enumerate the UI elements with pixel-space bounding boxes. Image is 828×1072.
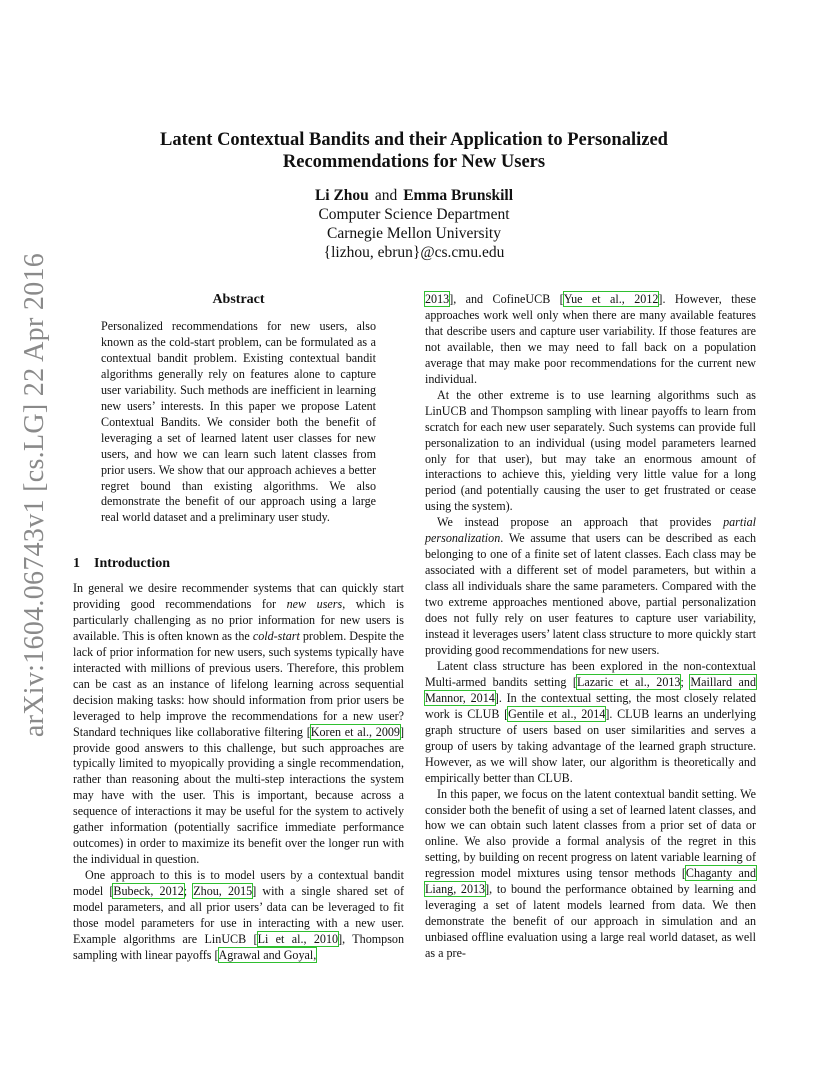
citation-link[interactable]: Maillard and Mannor, 2014 bbox=[425, 674, 756, 705]
citation-link[interactable]: Bubeck, 2012 bbox=[113, 884, 184, 899]
abstract-text: Personalized recommendations for new users, also known as the cold-start problem, can be formulated as a contextual bandit problem. Existing contextual bandit algorithms generally rely on features alone to capture user variability. Such methods are inefficient in learning new users’ interests. In this paper we propose Latent Contextual Bandits. We consider both the benefit of leveraging a set of learned latent user classes for new users, and how we can learn such latent classes from prior users. We show that our approach achieves a better regret bound than existing algorithms. We also demonstrate the benefit of our approach using a large real world dataset and a preliminary user study. bbox=[101, 319, 376, 525]
section-heading bbox=[73, 556, 170, 572]
citation-link[interactable]: Li et al., 2010 bbox=[257, 931, 339, 946]
arxiv-stamp-text: arXiv:1604.06743v1 [cs.LG] 22 Apr 2016 bbox=[19, 252, 51, 738]
title-line-2: Recommendations for New Users bbox=[282, 152, 546, 172]
right-paragraph-3: Latent class structure has been explored in the non-contextual Multi-armed bandits setting [Lazaric et al., 2013; Maillard and Mannor, 2014]. In the contextual setting, the most closely related work is CLUB [Gentile et al., 2014]. CLUB learns an underlying graph structure of users based on user similarities and serves a group of users by taking advantage of the learned graph structure. However, as we will show later, our algorithm is theoretically and empirically better than CLUB. bbox=[425, 658, 756, 785]
citation-link[interactable]: Chaganty and Liang, 2013 bbox=[425, 866, 756, 897]
arxiv-identifier-stamp bbox=[19, 252, 51, 738]
author-block bbox=[100, 186, 728, 262]
section-title: Introduction bbox=[94, 556, 170, 571]
intro-paragraph-1: In general we desire recommender systems that can quickly start providing good recommendations for new users, which is particularly challenging as no prior information for new users is available. This is often known as the cold-start problem. Despite the lack of prior information for new users, such systems typically have interacted with millions of previous users. Therefore, this problem can be cast as an instance of lifelong learning across sequential decision making tasks: how should information from prior users be leveraged to help improve the recommendations for a new user? Standard techniques like collaborative filtering [Koren et al., 2009] provide good answers to this challenge, but such approaches are typically limited to myopically providing a single recommendation, rather than reasoning about the multi-step interactions the system may have with the user. This is important, because across a sequence of interactions it may be useful for the system to actively gather information (potentially sacrifice immediate performance outcomes) in order to maximize its benefit over the longer run with the individual in question. bbox=[73, 581, 404, 867]
right-column bbox=[425, 292, 756, 962]
author-connector: and bbox=[374, 187, 398, 204]
email: {lizhou, ebrun}@cs.cmu.edu bbox=[323, 244, 505, 261]
author-2: Emma Brunskill bbox=[403, 187, 514, 204]
author-1: Li Zhou bbox=[314, 187, 369, 204]
abstract-heading: Abstract bbox=[212, 292, 265, 307]
paper-title bbox=[100, 129, 728, 173]
citation-link[interactable]: Zhou, 2015 bbox=[193, 884, 253, 899]
university: Carnegie Mellon University bbox=[327, 225, 501, 242]
department: Computer Science Department bbox=[318, 206, 510, 223]
right-paragraph-1: At the other extreme is to use learning algorithms such as LinUCB and Thompson sampling with linear payoffs to learn from scratch for each new user separately. Such systems can provide full personalization to an individual (using model parameters learned only for that user), but may take an enormous amount of interactions to achieve this, yielding very little value for a long period (and potentially causing the user to get frustrated or cease using the system). bbox=[425, 387, 756, 514]
citation-link[interactable]: Yue et al., 2012 bbox=[563, 292, 659, 306]
right-paragraph-continued: 2013], and CofineUCB [Yue et al., 2012]. However, these approaches work well only when there are many available features that describe users and capture user variability. If those features are not available, then we may need to fall back on a population average that may make poor recommendations for the current new individual. bbox=[425, 292, 756, 386]
title-line-1: Latent Contextual Bandits and their Application to Personalized bbox=[160, 130, 668, 150]
section-number: 1 bbox=[73, 556, 80, 571]
citation-link[interactable]: 2013 bbox=[425, 292, 450, 306]
citation-link[interactable]: Agrawal and Goyal, bbox=[218, 947, 317, 962]
author-names bbox=[100, 186, 728, 205]
intro-paragraph-2: One approach to this is to model users by a contextual bandit model [Bubeck, 2012; Zhou, 2015] with a single shared set of model parameters, and all prior users’ data can be leveraged to fit those model parameters for use in interacting with a new user. Example algorithms are LinUCB [Li et al., 2010], Thompson sampling with linear payoffs [Agrawal and Goyal, bbox=[73, 868, 405, 962]
right-paragraph-4: In this paper, we focus on the latent contextual bandit setting. We consider both the benefit of using a set of learned latent classes, and how we can obtain such latent classes from a prior set of data or online. We also provide a formal analysis of the regret in this setting, by building on recent progress on latent variable learning of regression model mixtures using tensor methods [Chaganty and Liang, 2013], to bound the performance obtained by learning and leveraging a set of latent models learned from data. We then demonstrate the benefit of our approach in simulation and an unbiased offline evaluation using a large real world dataset, as well as a pre- bbox=[425, 786, 756, 961]
left-column bbox=[73, 581, 404, 964]
citation-link[interactable]: Koren et al., 2009 bbox=[310, 724, 400, 739]
citation-link[interactable]: Lazaric et al., 2013 bbox=[576, 674, 681, 689]
right-paragraph-2: We instead propose an approach that provides partial personalization. We assume that users can be described as each belonging to one of a finite set of latent classes. Each class may be associated with a different set of model parameters, but within a class all individuals share the same parameters. Compared with the two extreme approaches mentioned above, partial personalization does not fully rely on user features to capture user variability, instead it leverages users’ latent class structure to more quickly start providing good recommendations for new users. bbox=[425, 515, 756, 657]
citation-link[interactable]: Gentile et al., 2014 bbox=[508, 706, 606, 721]
